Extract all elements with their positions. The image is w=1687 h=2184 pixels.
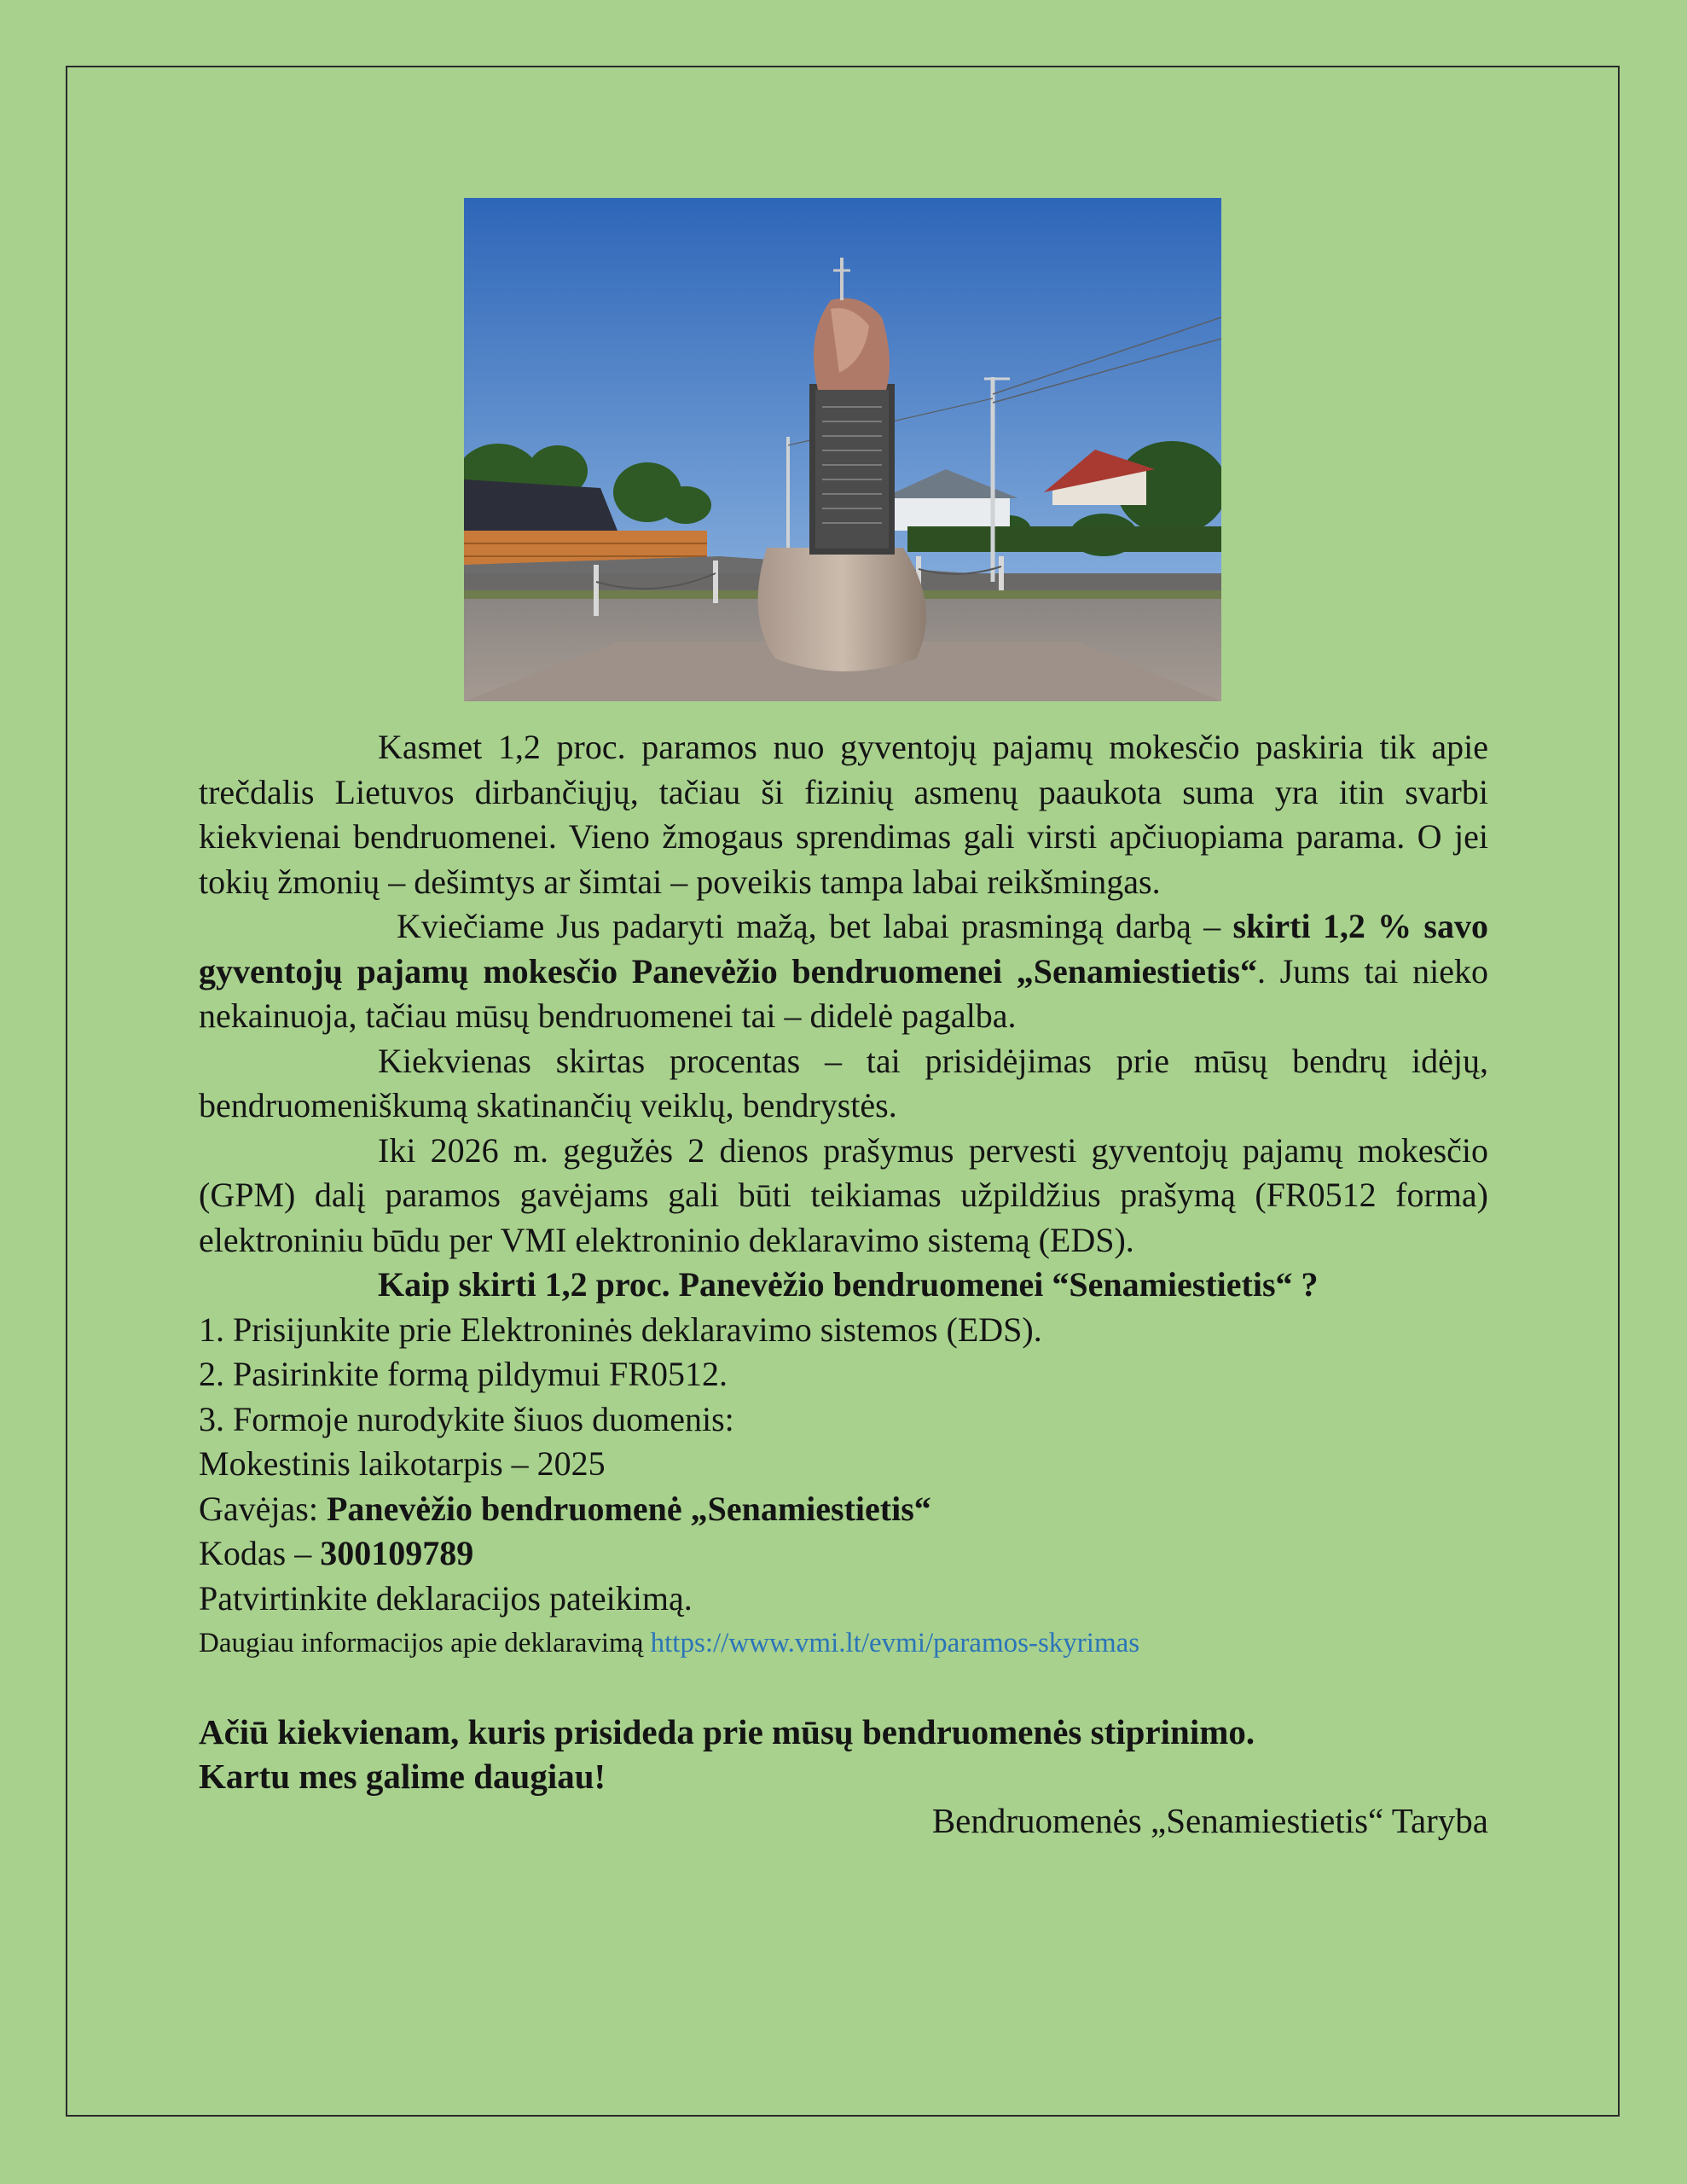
invitation-tail: . Jums tai nieko nekainuoja, tačiau mūsų bendruomenei tai – didelė pagalba.: [199, 951, 1488, 1035]
memorial-photo: [464, 198, 1221, 701]
tax-period: Mokestinis laikotarpis – 2025: [199, 1444, 606, 1483]
howto-heading: [199, 1263, 1488, 1308]
document-body: [199, 725, 1488, 1844]
invitation-lead: Kviečiame Jus padaryti mažą, bet labai prasmingą darbą –: [397, 907, 1233, 945]
recipient-name: Panevėžio bendruomenė „Senamiestietis“: [326, 1489, 931, 1528]
paragraph-intro: Kasmet 1,2 proc. paramos nuo gyventojų pajamų mokesčio paskiria tik apie trečdalis Lietuvos dirbančiųjų, tačiau ši fizinių asmenų paaukota suma yra itin svarbi kiekvienai bendruomenei. Vieno žmogaus sprendimas gali virsti apčiuopiama parama. O jei tokių žmonių – dešimtys ar šimtai – poveikis tampa labai reikšmingas.: [199, 728, 1488, 901]
recipient-line: [199, 1487, 1488, 1532]
code-label: Kodas –: [199, 1534, 321, 1572]
code-value: 300109789: [320, 1534, 474, 1572]
paragraph-invitation: [199, 904, 1488, 1039]
thanks-line-2: Kartu mes galime daugiau!: [199, 1757, 606, 1796]
thanks-block: [199, 1710, 1488, 1798]
signature: Bendruomenės „Senamiestietis“ Taryba: [931, 1801, 1488, 1840]
paragraph-percent: Kiekvienas skirtas procentas – tai prisidėjimas prie mūsų bendrų idėjų, bendruomeniškumą skatinančių veiklų, bendrystės.: [199, 1041, 1488, 1124]
paragraph-deadline: Iki 2026 m. gegužės 2 dienos prašymus pervesti gyventojų pajamų mokesčio (GPM) dalį paramos gavėjams gali būti teikiamas užpildžius prašymą (FR0512 forma) elektroniniu būdu per VMI elektroninio deklaravimo sistemą (EDS).: [199, 1130, 1488, 1259]
step-1: 1. Prisijunkite prie Elektroninės deklaravimo sistemos (EDS).: [199, 1310, 1042, 1349]
step-2: 2. Pasirinkite formą pildymui FR0512.: [199, 1355, 728, 1393]
more-info-line: [199, 1621, 1488, 1665]
step-3: 3. Formoje nurodykite šiuos duomenis:: [199, 1399, 734, 1438]
howto-heading-text: Kaip skirti 1,2 proc. Panevėžio bendruomenei “Senamiestietis“ ?: [378, 1265, 1319, 1304]
vmi-link[interactable]: https://www.vmi.lt/evmi/paramos-skyrimas: [650, 1628, 1140, 1658]
thanks-line-1: Ačiū kiekvienam, kuris prisideda prie mūsų bendruomenės stiprinimo.: [199, 1712, 1255, 1751]
recipient-label: Gavėjas:: [199, 1489, 327, 1528]
invitation-highlight: skirti 1,2 % savo gyventojų pajamų mokesčio Panevėžio bendruomenei „Senamiestietis“: [199, 907, 1488, 990]
confirm-line: Patvirtinkite deklaracijos pateikimą.: [199, 1578, 693, 1618]
code-line: [199, 1531, 1488, 1577]
more-info-text: Daugiau informacijos apie deklaravimą: [199, 1628, 651, 1658]
